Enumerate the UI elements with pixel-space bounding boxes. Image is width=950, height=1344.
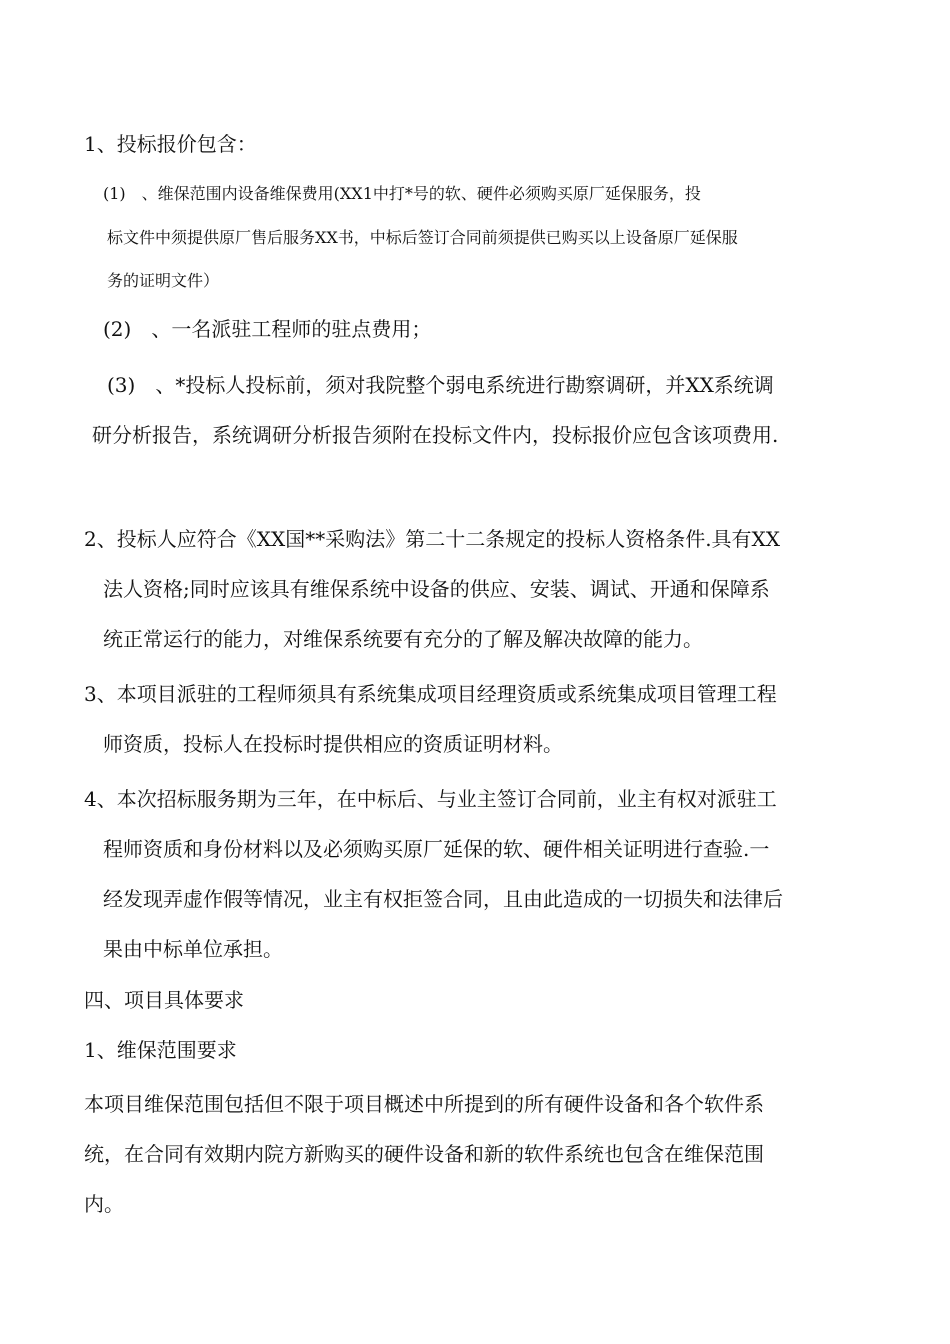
item-3-line-2: 师资质，投标人在投标时提供相应的资质证明材料。 — [103, 732, 563, 756]
paragraph-line-2: 统，在合同有效期内院方新购买的硬件设备和新的软件系统也包含在维保范围 — [84, 1142, 764, 1166]
paragraph-line-3: 内。 — [84, 1192, 124, 1216]
item-4-line-4: 果由中标单位承担。 — [103, 937, 283, 961]
item-1-1-line-1: (1) 、维保范围内设备维保费用(XX1中打*号的软、硬件必须购买原厂延保服务，投 — [103, 184, 701, 203]
item-1-2: (2) 、一名派驻工程师的驻点费用； — [103, 317, 432, 341]
item-1-heading: 1、投标报价包含： — [84, 132, 257, 156]
section-4-heading: 四、项目具体要求 — [84, 988, 244, 1012]
item-1-3-line-2: 研分析报告，系统调研分析报告须附在投标文件内，投标报价应包含该项费用. — [92, 423, 779, 447]
paragraph-line-1: 本项目维保范围包括但不限于项目概述中所提到的所有硬件设备和各个软件系 — [84, 1092, 764, 1116]
item-4-line-2: 程师资质和身份材料以及必须购买原厂延保的软、硬件相关证明进行查验.一 — [103, 837, 770, 861]
subsection-1-heading: 1、维保范围要求 — [84, 1038, 237, 1062]
item-2-line-2: 法人资格;同时应该具有维保系统中设备的供应、安装、调试、开通和保障系 — [103, 577, 770, 601]
item-1-1-line-2: 标文件中须提供原厂售后服务XX书，中标后签订合同前须提供已购买以上设备原厂延保服 — [107, 228, 738, 247]
item-2-line-1: 2、投标人应符合《XX国**采购法》第二十二条规定的投标人资格条件.具有XX — [84, 527, 781, 551]
item-3-line-1: 3、本项目派驻的工程师须具有系统集成项目经理资质或系统集成项目管理工程 — [84, 682, 777, 706]
item-4-line-1: 4、本次招标服务期为三年，在中标后、与业主签订合同前，业主有权对派驻工 — [84, 787, 777, 811]
item-1-3-line-1: (3) 、*投标人投标前，须对我院整个弱电系统进行勘察调研，并XX系统调 — [107, 373, 774, 397]
item-1-1-line-3: 务的证明文件） — [107, 271, 220, 290]
item-2-line-3: 统正常运行的能力，对维保系统要有充分的了解及解决故障的能力。 — [103, 627, 703, 651]
item-4-line-3: 经发现弄虚作假等情况，业主有权拒签合同，且由此造成的一切损失和法律后 — [103, 887, 783, 911]
